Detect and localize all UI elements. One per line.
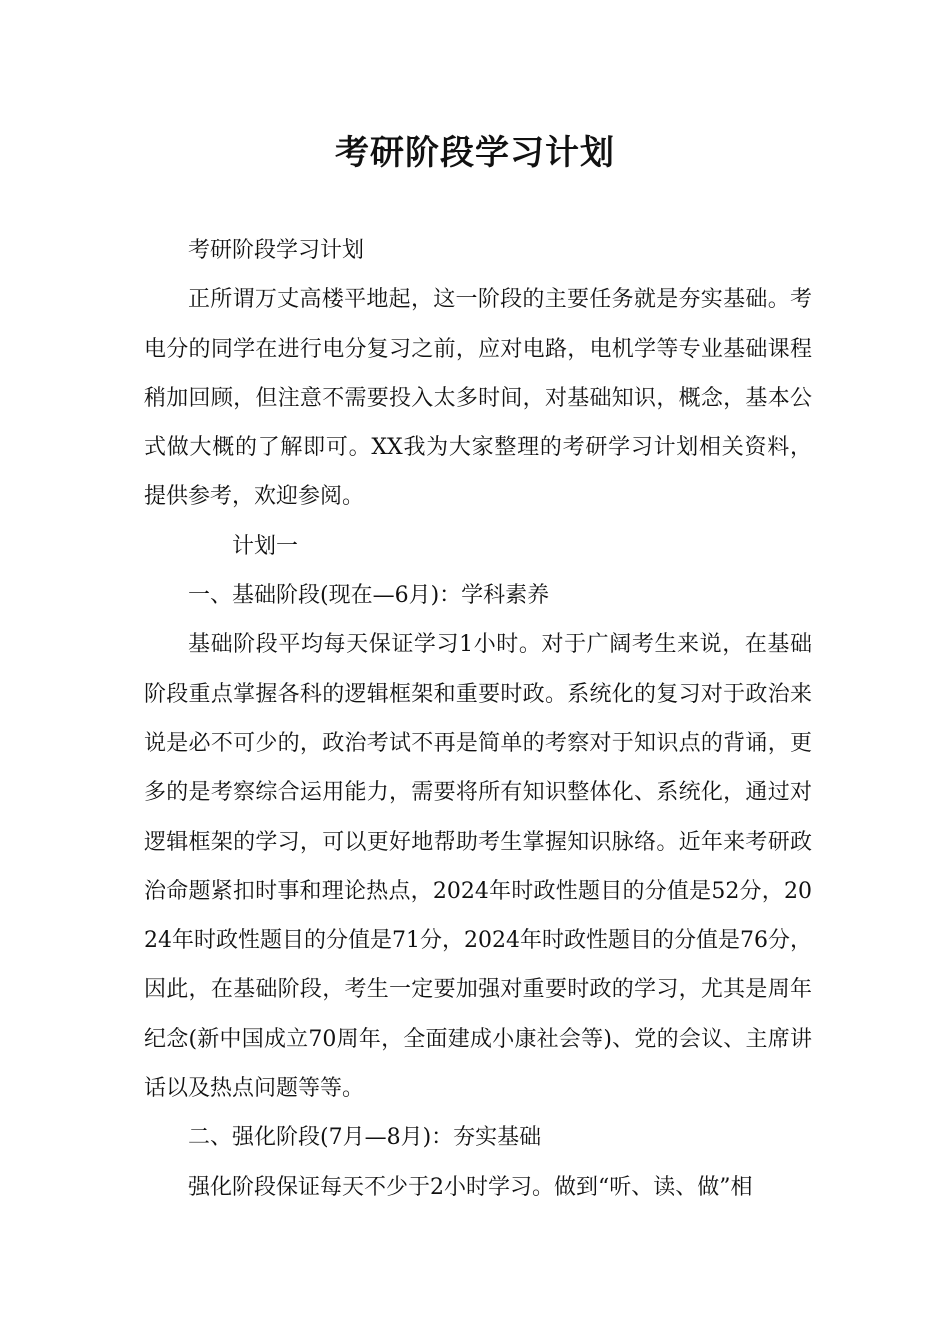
paragraph-plan-one-heading: 计划一: [232, 533, 299, 559]
paragraph-subtitle: 考研阶段学习计划: [188, 238, 365, 263]
document-body: [144, 226, 812, 1212]
paragraph-stage-two-heading: 二、强化阶段(7月—8月)：夯实基础: [188, 1125, 542, 1151]
document-title: 考研阶段学习计划: [335, 133, 615, 173]
paragraph-stage-one-body: 基础阶段平均每天保证学习1小时。对于广阔考生来说，在基础阶段重点掌握各科的逻辑框架和重要时政。系统化的复习对于政治来说是必不可少的，政治考试不再是简单的考察对于知识点的背诵，更多的是考察综合运用能力，需要将所有知识整体化、系统化，通过对逻辑框架的学习，可以更好地帮助考生掌握知识脉络。近年来考研政治命题紧扣时事和理论热点，2024年时政性题目的分值是52分，2024年时政性题目的分值是71分，2024年时政性题目的分值是76分，因此，在基础阶段，考生一定要加强对重要时政的学习，尤其是周年纪念(新中国成立70周年，全面建成小康社会等)、党的会议、主席讲话以及热点问题等等。: [144, 632, 812, 1102]
paragraph-intro: 正所谓万丈高楼平地起，这一阶段的主要任务就是夯实基础。考电分的同学在进行电分复习之前，应对电路，电机学等专业基础课程稍加回顾，但注意不需要投入太多时间，对基础知识，概念，基本公式做大概的了解即可。XX我为大家整理的考研学习计划相关资料，提供参考，欢迎参阅。: [144, 287, 812, 510]
paragraph-stage-two-body: 强化阶段保证每天不少于2小时学习。做到“听、读、做”相: [188, 1174, 753, 1200]
paragraph-stage-one-heading: 一、基础阶段(现在—6月)：学科素养: [188, 583, 550, 609]
